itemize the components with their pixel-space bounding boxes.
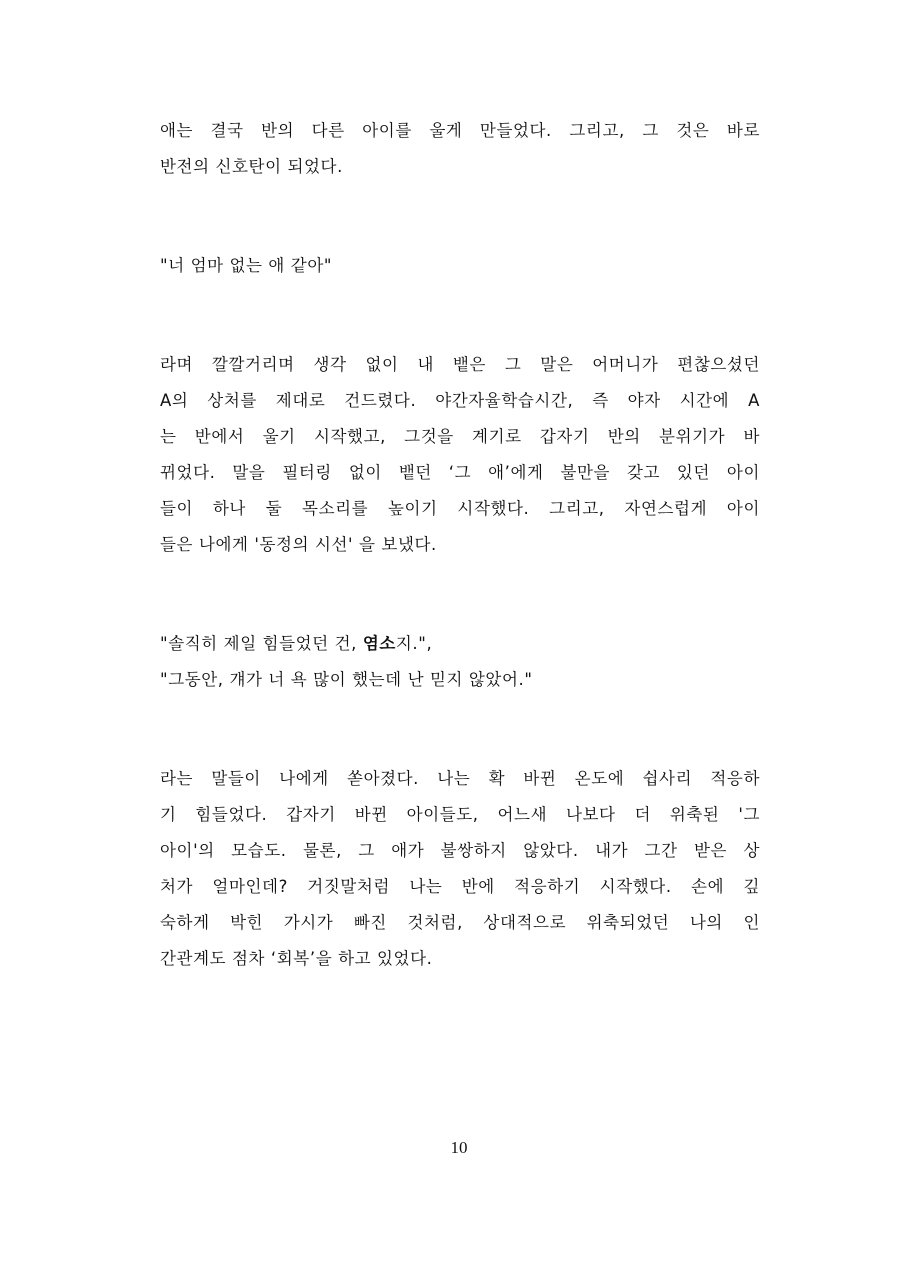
paragraph-3-line-1: 라는 말들이 나에게 쏟아졌다. 나는 확 바뀐 온도에 쉽사리 적응하 [160,769,760,788]
quote-2-before: "솔직히 제일 힘들었던 건, [160,634,363,653]
paragraph-3-line-3: 아이'의 모습도. 물론, 그 애가 불쌍하지 않았다. 내가 그간 받은 상 [160,841,761,860]
paragraph-2-line-4: 뀌었다. 말을 필터링 없이 뱉던 ‘그 애’에게 불만을 갖고 있던 아이 [160,463,760,482]
paragraph-3-line-6: 간관계도 점차 ‘회복’을 하고 있었다. [160,949,433,968]
page-number: 10 [450,1138,468,1157]
paragraph-2-line-2: A의 상처를 제대로 건드렸다. 야간자율학습시간, 즉 야자 시간에 A [160,391,760,410]
quote-3: "그동안, 걔가 너 욕 많이 했는데 난 믿지 않았어." [160,670,533,689]
paragraph-gap [160,284,760,347]
body-text [160,113,760,977]
paragraph-1-line-2: 반전의 신호탄이 되었다. [160,157,343,176]
quote-2-bold: 염소 [362,634,396,653]
paragraph-2-line-1: 라며 깔깔거리며 생각 없이 내 뱉은 그 말은 어머니가 편찮으셨던 [160,355,760,374]
paragraph-2-line-5: 들이 하나 둘 목소리를 높이기 시작했다. 그리고, 자연스럽게 아이 [160,499,760,518]
paragraph-3-line-2: 기 힘들었다. 갑자기 바뀐 아이들도, 어느새 나보다 더 위축된 '그 [160,805,760,824]
paragraph-gap [160,563,760,626]
paragraph-1-line-1: 애는 결국 반의 다른 아이를 울게 만들었다. 그리고, 그 것은 바로 [160,121,760,140]
paragraph-gap [160,185,760,248]
quote-1: "너 엄마 없는 애 같아" [160,256,333,275]
quote-2 [160,626,760,662]
paragraph-gap [160,698,760,761]
paragraph-2-line-6: 들은 나에게 '동정의 시선' 을 보냈다. [160,535,437,554]
paragraph-3-line-5: 숙하게 박힌 가시가 빠진 것처럼, 상대적으로 위축되었던 나의 인 [160,913,760,932]
quote-2-after: 지.", [395,634,433,653]
paragraph-2-line-3: 는 반에서 울기 시작했고, 그것을 계기로 갑자기 반의 분위기가 바 [160,427,760,446]
paragraph-3-line-4: 처가 얼마인데? 거짓말처럼 나는 반에 적응하기 시작했다. 손에 깊 [160,877,760,896]
